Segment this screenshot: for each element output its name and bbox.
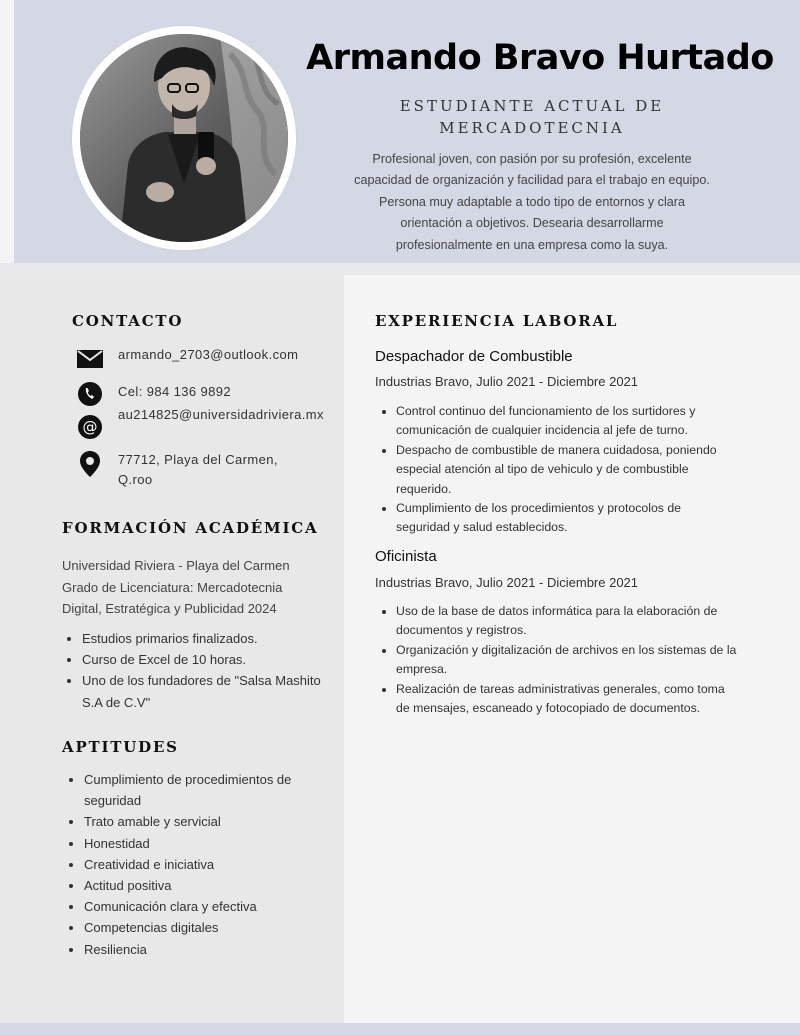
- experience-title: EXPERIENCIA LABORAL: [375, 312, 619, 330]
- phone-icon: [76, 380, 104, 408]
- candidate-role: [370, 95, 694, 139]
- location-pin-icon: [76, 450, 104, 478]
- education-details: [62, 555, 314, 620]
- contact-address: 77712, Playa del Carmen, Q.roo: [118, 452, 278, 487]
- contact-phone[interactable]: Cel: 984 136 9892: [118, 384, 232, 399]
- job-title-1: Despachador de Combustible: [375, 348, 573, 365]
- role-line-2: MERCADOTECNIA: [439, 119, 625, 137]
- role-line-1: ESTUDIANTE ACTUAL DE: [399, 97, 665, 115]
- list-item: • Estudios primarios finalizados.: [82, 628, 322, 649]
- skills-list: [62, 769, 342, 960]
- education-school: Universidad Riviera - Playa del Carmen: [62, 558, 290, 573]
- skills-title: APTITUDES: [62, 738, 179, 756]
- job-title-2: Oficinista: [375, 548, 437, 565]
- list-item: • Realización de tareas administrativas generales, como toma de mensajes, escaneado y fotocopiado de documentos.: [396, 680, 738, 719]
- list-item: • Uso de la base de datos informática para la elaboración de documentos y registros.: [396, 602, 738, 641]
- job-1-duties: [375, 402, 738, 538]
- list-item: • Uno de los fundadores de "Salsa Mashito S.A de C.V": [82, 670, 322, 712]
- list-item: • Cumplimiento de procedimientos de seguridad: [84, 769, 342, 811]
- profile-summary: Profesional joven, con pasión por su profesión, excelente capacidad de organización y facilidad para el trabajo en equipo. Persona muy adaptable a todo tipo de entornos y clara orientación a objetivos. Desearia desarrollarme profesionalmente en una empresa como la suya.: [354, 152, 710, 252]
- list-item: • Competencias digitales: [84, 917, 342, 938]
- header-shadow: [0, 263, 800, 275]
- job-2-duties: [375, 602, 738, 718]
- list-item: • Organización y digitalización de archivos en los sistemas de la empresa.: [396, 641, 738, 680]
- list-item: • Trato amable y servicial: [84, 811, 342, 832]
- contact-school-email[interactable]: au214825@universidadriviera.mx: [118, 407, 324, 422]
- job-meta-1: Industrias Bravo, Julio 2021 - Diciembre 2021: [375, 374, 639, 389]
- footer-band: [0, 1023, 800, 1035]
- job-meta-2: Industrias Bravo, Julio 2021 - Diciembre 2021: [375, 575, 639, 590]
- education-title: FORMACIÓN ACADÉMICA: [62, 519, 319, 537]
- list-item: • Cumplimiento de los procedimientos y protocolos de seguridad y salud establecidos.: [396, 499, 738, 538]
- list-item: • Resiliencia: [84, 939, 342, 960]
- candidate-name: Armando Bravo Hurtado: [306, 38, 774, 78]
- envelope-icon: [76, 345, 104, 373]
- contact-title: CONTACTO: [72, 312, 184, 330]
- svg-text:@: @: [82, 418, 98, 436]
- profile-photo: [80, 34, 288, 242]
- profile-photo-frame: [72, 26, 296, 250]
- education-degree: Grado de Licenciatura: Mercadotecnia Digital, Estratégica y Publicidad 2024: [62, 579, 283, 616]
- list-item: • Creatividad e iniciativa: [84, 854, 342, 875]
- list-item: • Curso de Excel de 10 horas.: [82, 649, 322, 670]
- list-item: • Actitud positiva: [84, 875, 342, 896]
- contact-email[interactable]: armando_2703@outlook.com: [118, 347, 299, 362]
- list-item: • Honestidad: [84, 833, 342, 854]
- list-item: • Control continuo del funcionamiento de los surtidores y comunicación de cualquier incidencia al jefe de turno.: [396, 402, 738, 441]
- list-item: • Comunicación clara y efectiva: [84, 896, 342, 917]
- at-sign-icon: [76, 413, 104, 441]
- education-list: [60, 628, 322, 713]
- list-item: • Despacho de combustible de manera cuidadosa, poniendo especial atención al tipo de vehiculo y de combustible requerido.: [396, 441, 738, 499]
